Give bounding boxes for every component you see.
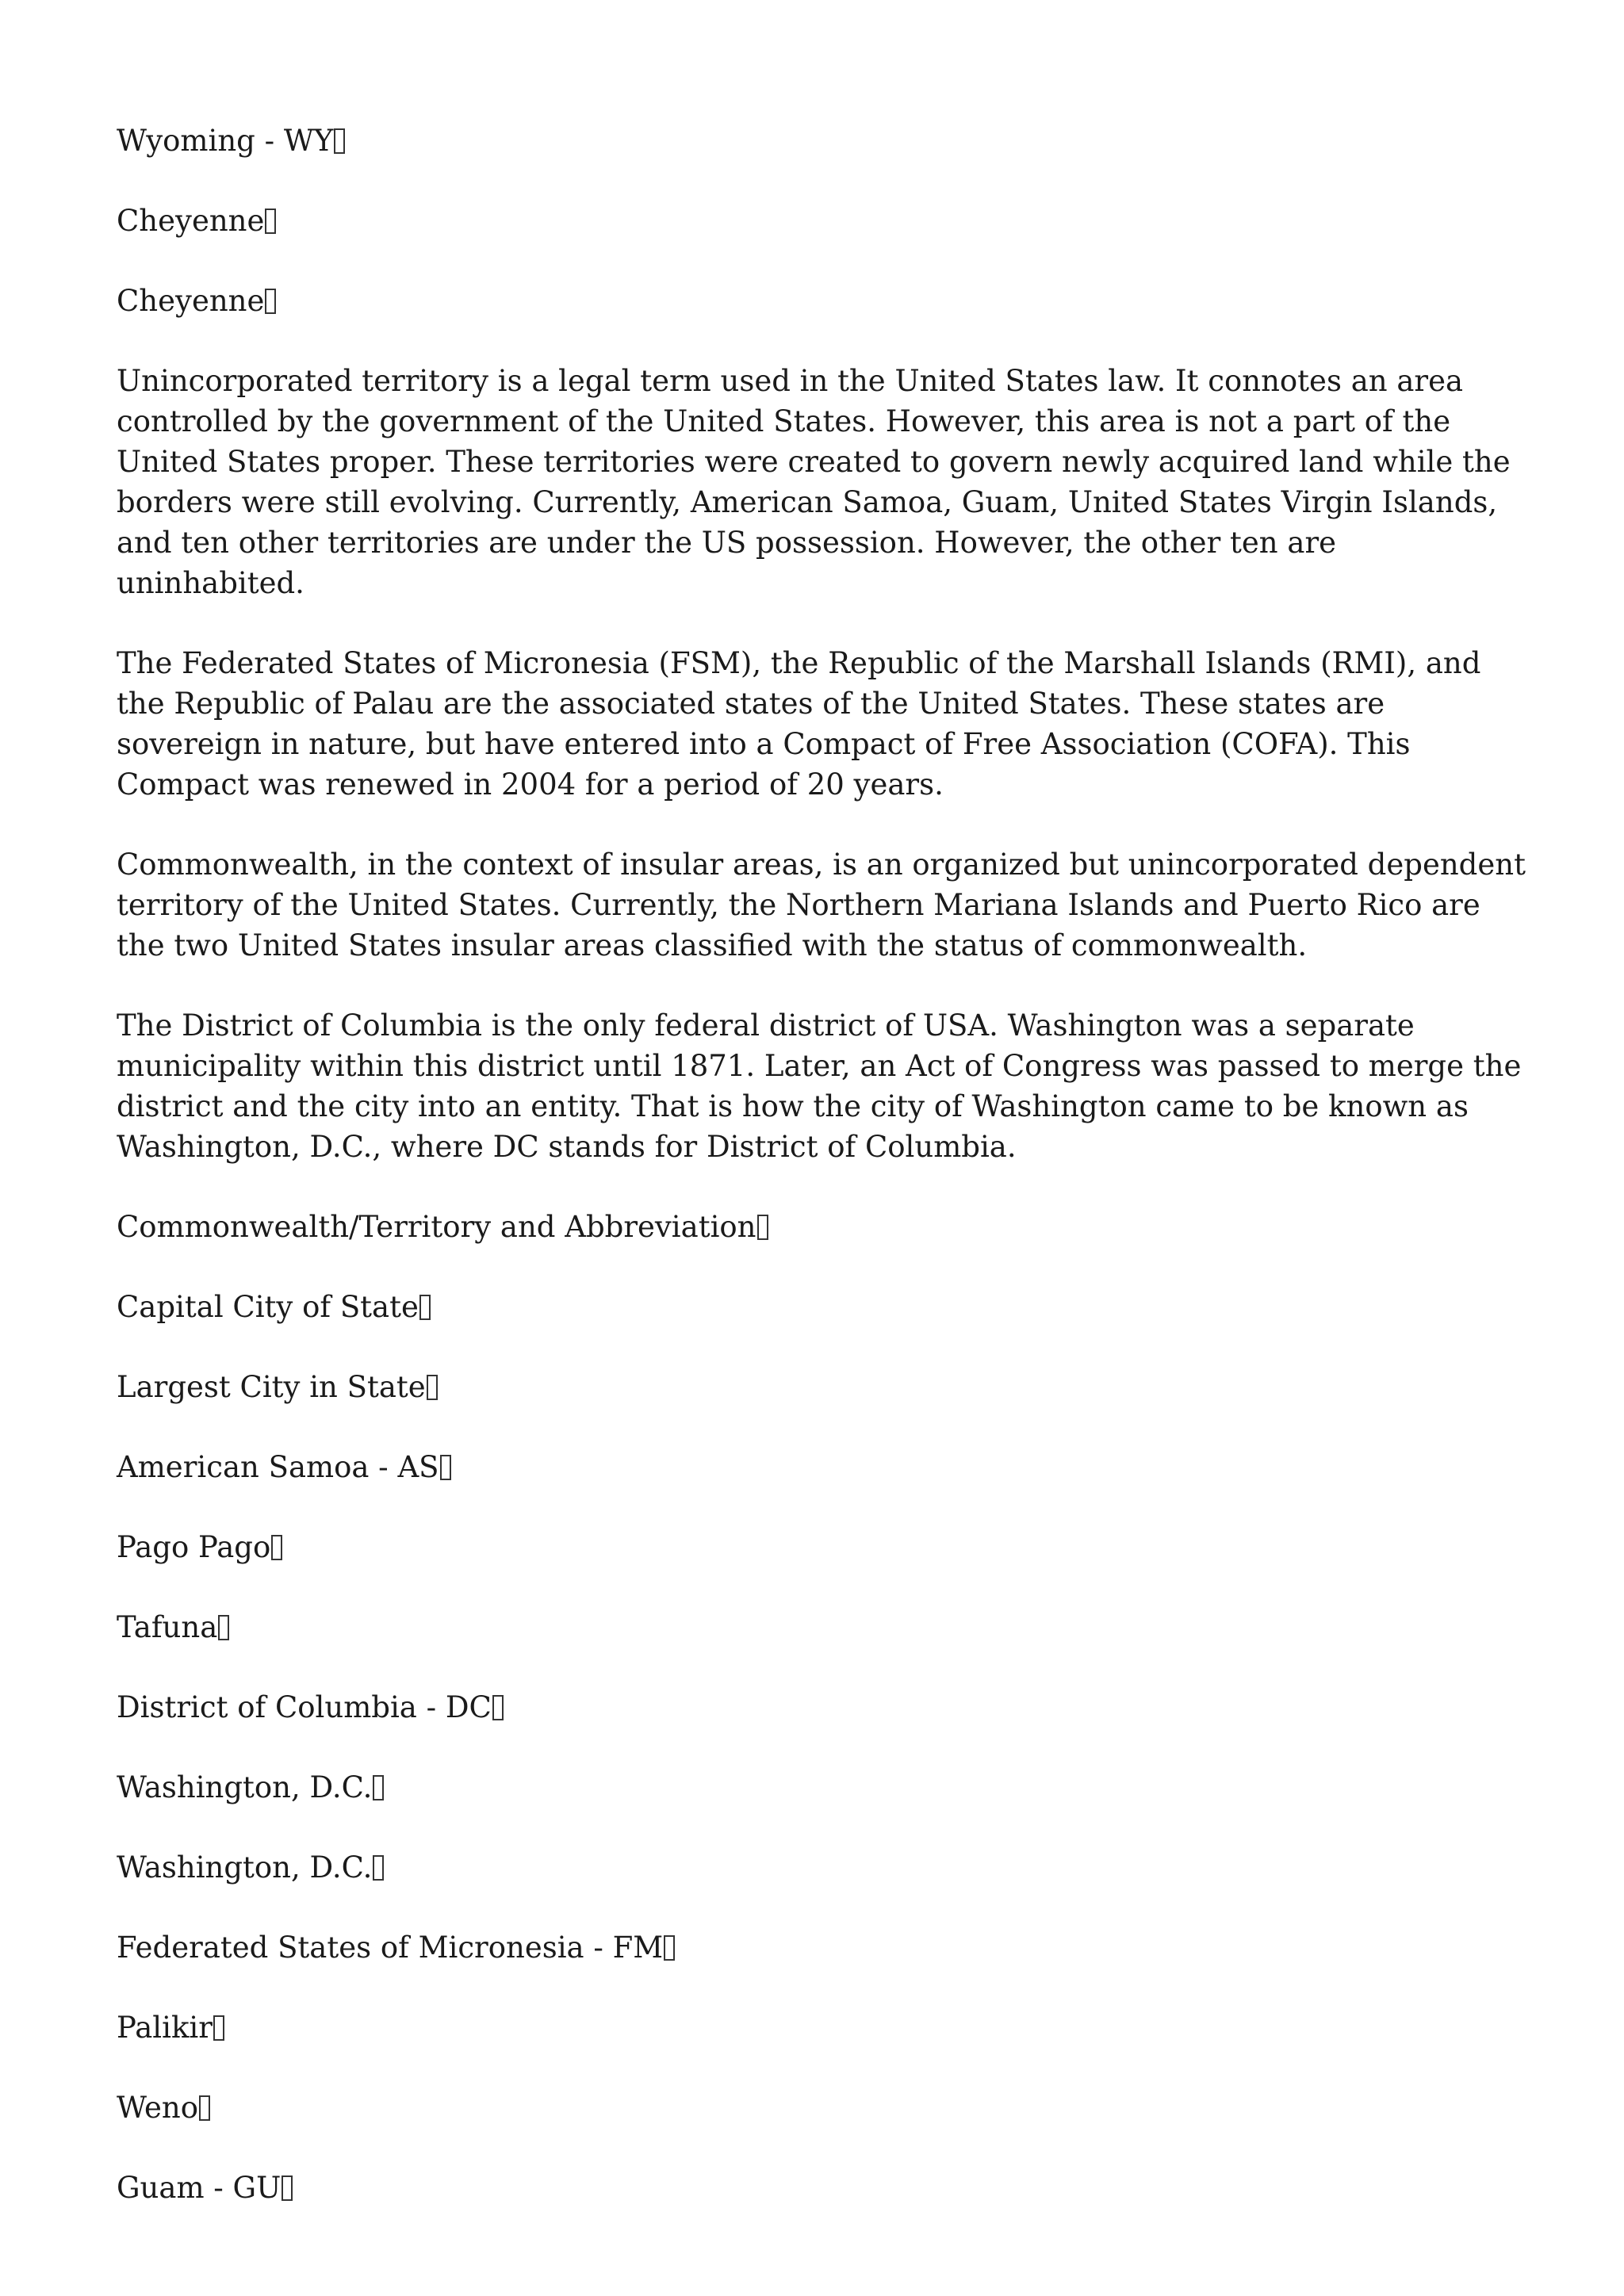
text-line bbox=[117, 1687, 1528, 1728]
paragraph-commonwealth: Commonwealth, in the context of insular areas, is an organized but unincorporated dependent territory of the United States. Currently, the Northern Mariana Islands and Puerto Rico are the two United States insular areas classified with the status of commonwealth. bbox=[117, 848, 1526, 962]
text-span: Wyoming - WY bbox=[117, 124, 334, 158]
text-line bbox=[117, 1527, 1528, 1567]
text-span: Cheyenne bbox=[117, 284, 265, 318]
missing-glyph-box bbox=[265, 289, 276, 314]
missing-glyph-box bbox=[265, 209, 276, 234]
text-span: Tafuna bbox=[117, 1610, 218, 1644]
missing-glyph-box bbox=[334, 128, 345, 154]
document-page bbox=[117, 121, 1528, 2248]
text-line bbox=[117, 1847, 1528, 1888]
missing-glyph-box bbox=[213, 2015, 224, 2041]
missing-glyph-box bbox=[419, 1295, 431, 1320]
text-line bbox=[117, 281, 1528, 321]
text-span: District of Columbia - DC bbox=[117, 1690, 492, 1724]
text-span: Washington, D.C. bbox=[117, 1850, 373, 1885]
text-line bbox=[117, 1287, 1528, 1327]
text-span: Commonwealth/Territory and Abbreviation bbox=[117, 1210, 756, 1244]
missing-glyph-box bbox=[373, 1775, 384, 1800]
text-span: Capital City of State bbox=[117, 1290, 419, 1324]
text-line bbox=[117, 1447, 1528, 1487]
missing-glyph-box bbox=[271, 1535, 282, 1560]
text-span: Washington, D.C. bbox=[117, 1770, 373, 1804]
text-span: Guam - GU bbox=[117, 2171, 282, 2205]
text-span: Largest City in State bbox=[117, 1370, 426, 1404]
text-line bbox=[117, 2168, 1528, 2208]
text-line bbox=[117, 1927, 1528, 1968]
text-span: American Samoa - AS bbox=[117, 1450, 439, 1484]
missing-glyph-box bbox=[282, 2175, 293, 2201]
text-span: Pago Pago bbox=[117, 1530, 271, 1564]
text-line bbox=[117, 2007, 1528, 2048]
missing-glyph-box bbox=[427, 1375, 438, 1400]
text-span: Palikir bbox=[117, 2011, 213, 2045]
text-span: Weno bbox=[117, 2091, 199, 2125]
text-line bbox=[117, 2087, 1528, 2128]
text-line bbox=[117, 121, 1528, 161]
text-line bbox=[117, 1767, 1528, 1808]
missing-glyph-box bbox=[757, 1215, 768, 1240]
text-line bbox=[117, 1207, 1528, 1247]
missing-glyph-box bbox=[199, 2095, 210, 2121]
missing-glyph-box bbox=[492, 1695, 504, 1720]
missing-glyph-box bbox=[373, 1855, 384, 1881]
text-line bbox=[117, 1607, 1528, 1647]
missing-glyph-box bbox=[664, 1935, 675, 1961]
text-span: Federated States of Micronesia - FM bbox=[117, 1931, 664, 1965]
text-line bbox=[117, 201, 1528, 241]
paragraph-district-of-columbia: The District of Columbia is the only federal district of USA. Washington was a separate municipality within this district until 1871. Later, an Act of Congress was passed to merge the district and the city into an entity. That is how the city of Washington came to be known as Washington, D.C., where DC stands for District of Columbia. bbox=[117, 1008, 1522, 1164]
missing-glyph-box bbox=[218, 1615, 229, 1640]
missing-glyph-box bbox=[440, 1455, 451, 1480]
paragraph-associated-states: The Federated States of Micronesia (FSM), the Republic of the Marshall Islands (RMI), and the Republic of Palau are the associated states of the United States. These states are sovereign in nature, but have entered into a Compact of Free Association (COFA). This Compact was renewed in 2004 for a period of 20 years. bbox=[117, 646, 1481, 802]
text-span: Cheyenne bbox=[117, 204, 265, 238]
paragraph-unincorporated-territory: Unincorporated territory is a legal term used in the United States law. It connotes an area controlled by the government of the United States. However, this area is not a part of the United States proper. These territories were created to govern newly acquired land while the borders were still evolving. Currently, American Samoa, Guam, United States Virgin Islands, and ten other territories are under the US possession. However, the other ten are uninhabited. bbox=[117, 364, 1511, 600]
text-line bbox=[117, 1367, 1528, 1407]
